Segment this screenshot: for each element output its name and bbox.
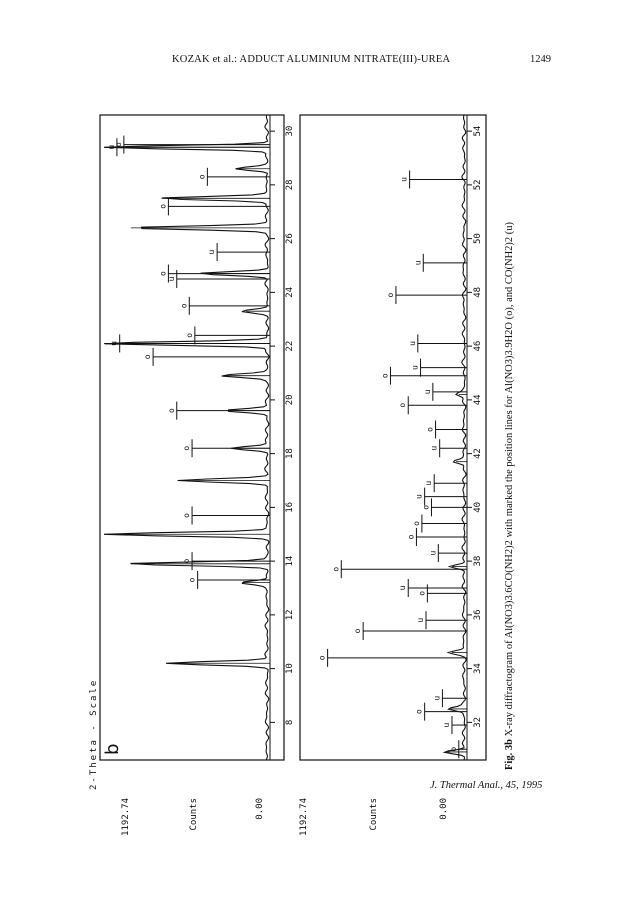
position-marker-0-14: u xyxy=(106,144,116,150)
panel-letter: b xyxy=(102,743,123,755)
position-marker-1-5: o xyxy=(353,628,363,634)
position-marker-0-12: o xyxy=(158,203,168,209)
pattern-trace-1 xyxy=(445,115,467,760)
position-marker-1-9: o xyxy=(331,566,341,572)
tick-label-0-1: 10 xyxy=(285,663,295,675)
position-marker-1-24: u xyxy=(413,260,423,266)
lower-ymax-label: 1192.74 xyxy=(299,798,309,836)
position-marker-1-8: u xyxy=(398,585,408,591)
position-marker-1-3: u xyxy=(432,695,442,701)
tick-label-0-8: 24 xyxy=(285,286,295,298)
tick-label-1-5: 42 xyxy=(473,448,483,460)
position-marker-1-0: o xyxy=(448,746,458,752)
tick-label-1-0: 32 xyxy=(473,716,483,728)
figure-caption xyxy=(504,221,515,770)
position-marker-0-2: o xyxy=(182,513,192,518)
tick-label-0-0: 8 xyxy=(285,719,295,726)
tick-label-0-9: 26 xyxy=(285,233,295,245)
position-marker-0-0: o xyxy=(187,577,197,583)
position-marker-1-12: o xyxy=(411,521,421,526)
lower-diffractogram xyxy=(318,115,483,760)
position-marker-1-21: u xyxy=(410,365,420,371)
position-marker-1-19: u xyxy=(422,389,432,395)
position-marker-0-8: o xyxy=(179,303,189,309)
tick-label-0-5: 18 xyxy=(285,448,295,460)
upper-panel-axis-strip xyxy=(270,115,284,760)
position-marker-1-22: u xyxy=(407,341,417,346)
tick-label-0-7: 22 xyxy=(285,340,295,352)
position-marker-0-4: o xyxy=(166,408,176,414)
running-head: KOZAK et al.: ADDUCT ALUMINIUM NITRATE(III)-UREA xyxy=(172,54,451,65)
position-marker-0-15: o xyxy=(113,142,123,147)
position-marker-0-3: o xyxy=(182,445,192,451)
position-marker-1-10: u xyxy=(428,550,438,556)
position-marker-1-11: o xyxy=(406,534,416,540)
position-marker-0-6: u xyxy=(109,341,119,346)
upper-diffractogram xyxy=(104,115,295,760)
upper-ymax-label: 1192.74 xyxy=(121,798,131,836)
caption-text: X-ray diffractogram of Al(NO3)3.6CO(NH2)2 with marked the position lines for Al(NO3)3.9H2O (o), and CO(NH2)2 (u) xyxy=(504,221,515,740)
position-marker-1-25: u xyxy=(399,177,409,182)
tick-label-1-11: 54 xyxy=(473,125,483,137)
tick-label-0-3: 14 xyxy=(285,555,295,567)
tick-label-1-4: 40 xyxy=(473,501,483,513)
position-marker-1-17: o xyxy=(425,427,435,432)
tick-label-0-4: 16 xyxy=(285,501,295,513)
upper-ylabel: Counts xyxy=(189,798,199,831)
caption-label: Fig. 3b xyxy=(504,739,515,770)
journal-footer: J. Thermal Anal., 45, 1995 xyxy=(430,780,543,791)
tick-label-1-8: 48 xyxy=(473,286,483,298)
scale-label: 2-Theta - Scale xyxy=(89,678,99,790)
tick-label-0-6: 20 xyxy=(285,394,295,406)
tick-label-1-6: 44 xyxy=(473,394,483,406)
tick-label-1-3: 38 xyxy=(473,555,483,567)
position-marker-1-4: o xyxy=(317,655,327,661)
position-marker-1-20: o xyxy=(380,373,390,379)
position-marker-1-6: u xyxy=(416,617,426,623)
tick-label-0-11: 30 xyxy=(285,125,295,137)
tick-label-0-10: 28 xyxy=(285,179,295,191)
page-number: 1249 xyxy=(530,54,551,65)
position-marker-0-11: u xyxy=(207,249,217,255)
tick-label-1-10: 52 xyxy=(473,179,483,191)
lower-ymin-label: 0.00 xyxy=(439,798,449,820)
position-marker-0-10: o xyxy=(158,271,168,276)
position-marker-1-15: u xyxy=(424,480,434,486)
position-marker-0-5: o xyxy=(143,354,153,360)
position-marker-1-23: o xyxy=(385,292,395,298)
position-marker-0-1: o xyxy=(182,558,192,564)
tick-label-1-7: 46 xyxy=(473,340,483,352)
tick-label-1-9: 50 xyxy=(473,233,483,245)
position-marker-0-13: o xyxy=(197,174,207,180)
position-marker-1-2: o xyxy=(414,709,424,715)
position-marker-1-7: o xyxy=(417,590,427,596)
position-marker-0-9: u xyxy=(166,276,176,282)
tick-label-1-1: 34 xyxy=(473,663,483,675)
tick-label-0-2: 12 xyxy=(285,609,295,621)
position-marker-0-7: o xyxy=(184,332,194,338)
position-marker-1-16: u xyxy=(429,445,439,451)
position-marker-1-13: o xyxy=(421,504,431,510)
position-marker-1-18: o xyxy=(398,402,408,408)
position-marker-1-14: u xyxy=(414,494,424,500)
lower-ylabel: Counts xyxy=(369,798,379,831)
tick-label-1-2: 36 xyxy=(473,609,483,621)
position-marker-1-1: u xyxy=(441,722,451,728)
upper-ymin-label: 0.00 xyxy=(255,798,265,820)
